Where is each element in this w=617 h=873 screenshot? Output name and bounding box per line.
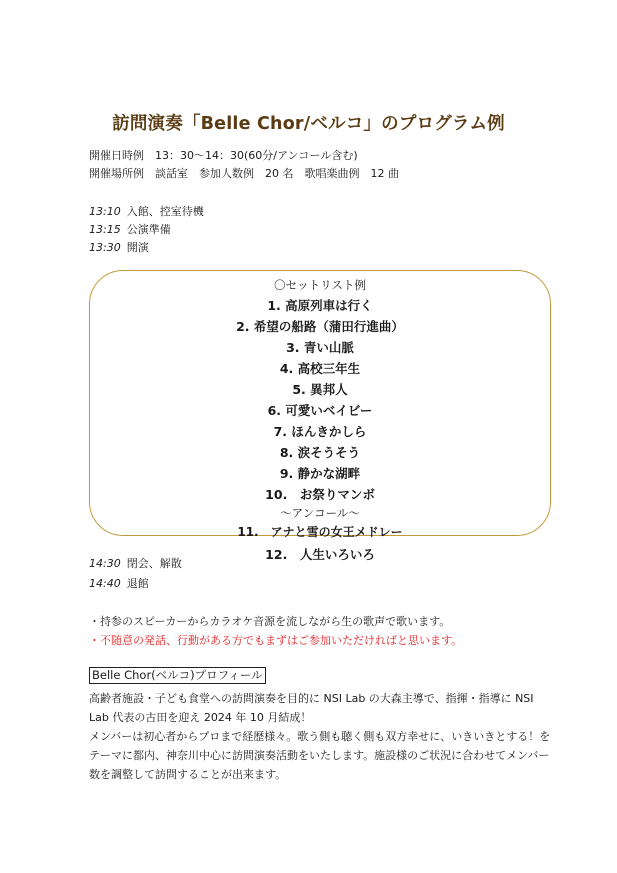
- schedule-text: 開演: [126, 241, 149, 254]
- note-warning: ・不随意の発話、行動がある方でもまずはご参加いただければと思います。: [89, 634, 463, 647]
- encore-song: 12. 人生いろいろ: [265, 547, 375, 562]
- schedule-time: 13:10: [89, 205, 121, 218]
- schedule-item: [89, 222, 171, 237]
- setlist-song: 6. 可愛いベイビー: [267, 403, 373, 418]
- setlist-song: 4. 高校三年生: [279, 361, 361, 376]
- schedule-text: 閉会、解散: [126, 557, 182, 570]
- setlist-song: 10. お祭りマンボ: [265, 487, 375, 502]
- schedule-text: 退館: [126, 577, 149, 590]
- note-speaker: ・持参のスピーカーからカラオケ音源を流しながら生の歌声で歌います。: [89, 615, 451, 628]
- schedule-time: 14:40: [89, 577, 121, 590]
- schedule-text: 公演準備: [126, 223, 171, 236]
- schedule-time: 13:30: [89, 241, 121, 254]
- setlist-song: 7. ほんきかしら: [273, 424, 367, 439]
- setlist-song: 3. 青い山脈: [286, 340, 354, 355]
- schedule-time: 13:15: [89, 223, 121, 236]
- page-title: 訪問演奏「Belle Chor/ベルコ」のプログラム例: [112, 114, 505, 134]
- schedule-item: [89, 240, 149, 255]
- setlist-song: 9. 静かな湖畔: [279, 466, 361, 481]
- schedule-item: [89, 576, 149, 591]
- setlist-song: 2. 希望の船路（蒲田行進曲）: [236, 319, 404, 334]
- schedule-time: 14:30: [89, 557, 121, 570]
- setlist-song: 8. 涙そうそう: [279, 445, 361, 460]
- setlist-song: 1. 高原列車は行く: [267, 298, 373, 313]
- schedule-text: 入館、控室待機: [126, 205, 204, 218]
- profile-heading: Belle Chor(ベルコ)プロフィール: [89, 667, 266, 684]
- encore-song: 11. アナと雪の女王メドレー: [237, 525, 403, 539]
- schedule-item: [89, 204, 204, 219]
- event-datetime: 開催日時例 13：30～14：30(60分/アンコール含む): [89, 149, 358, 162]
- encore-label: ～アンコール～: [280, 506, 360, 520]
- profile-line: メンバーは初心者からプロまで経歴様々。歌う側も聴く側も双方幸せに、いきいきとする！を: [89, 730, 551, 743]
- profile-line: 高齢者施設・子ども食堂への訪問演奏を目的に NSI Lab の大森主導で、指揮・指導に NSI: [89, 692, 534, 705]
- setlist-heading: 〇セットリスト例: [274, 278, 366, 292]
- schedule-item: [89, 556, 182, 571]
- event-venue: 開催場所例 談話室 参加人数例 20 名 歌唱楽曲例 12 曲: [89, 167, 399, 180]
- profile-line: テーマに都内、神奈川中心に訪問演奏活動をいたします。施設様のご状況に合わせてメンバー: [89, 749, 550, 762]
- profile-line: Lab 代表の古田を迎え 2024 年 10 月結成！: [89, 711, 312, 724]
- setlist-song: 5. 異邦人: [292, 382, 348, 397]
- setlist-box: [89, 270, 551, 539]
- profile-line: 数を調整して訪問することが出来ます。: [89, 768, 287, 781]
